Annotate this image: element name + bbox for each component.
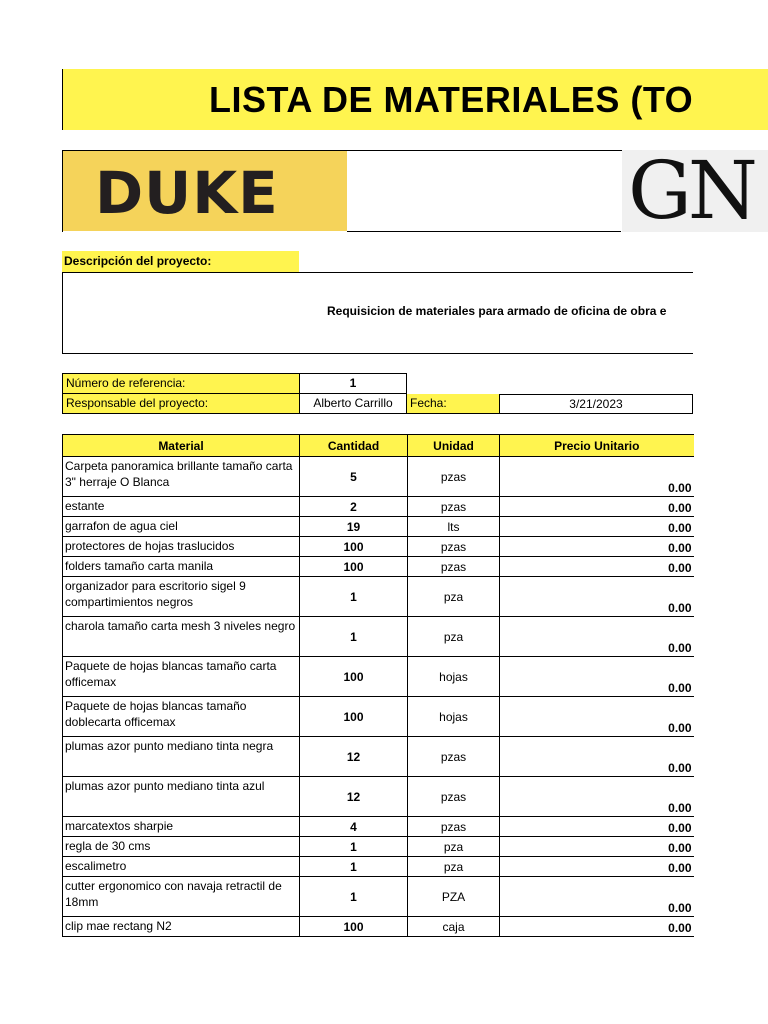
material-cell[interactable]: Paquete de hojas blancas tamaño doblecarta officemax: [63, 697, 300, 737]
cantidad-cell[interactable]: 100: [300, 917, 408, 937]
table-row: [63, 857, 694, 877]
material-cell[interactable]: plumas azor punto mediano tinta negra: [63, 737, 300, 777]
unidad-cell[interactable]: hojas: [408, 697, 500, 737]
table-row: [63, 777, 694, 817]
precio-cell[interactable]: 0.00: [500, 917, 694, 937]
material-cell[interactable]: escalimetro: [63, 857, 300, 877]
gn-logo-text: GN: [628, 150, 754, 232]
cantidad-cell[interactable]: 2: [300, 497, 408, 517]
table-row: [63, 517, 694, 537]
material-cell[interactable]: estante: [63, 497, 300, 517]
reference-label: Número de referencia:: [62, 373, 299, 394]
duke-logo-text: DUKE: [95, 159, 279, 227]
responsible-label: Responsable del proyecto:: [62, 394, 299, 414]
material-cell[interactable]: folders tamaño carta manila: [63, 557, 300, 577]
table-row: [63, 617, 694, 657]
material-cell[interactable]: clip mae rectang N2: [63, 917, 300, 937]
precio-cell[interactable]: 0.00: [500, 577, 694, 617]
precio-cell[interactable]: 0.00: [500, 697, 694, 737]
material-cell[interactable]: Carpeta panoramica brillante tamaño carta 3" herraje O Blanca: [63, 457, 300, 497]
material-cell[interactable]: charola tamaño carta mesh 3 niveles negro: [63, 617, 300, 657]
unidad-cell[interactable]: caja: [408, 917, 500, 937]
unidad-cell[interactable]: pza: [408, 857, 500, 877]
material-cell[interactable]: cutter ergonomico con navaja retractil de 18mm: [63, 877, 300, 917]
unidad-cell[interactable]: pzas: [408, 557, 500, 577]
cantidad-cell[interactable]: 12: [300, 777, 408, 817]
precio-cell[interactable]: 0.00: [500, 557, 694, 577]
header-material: Material: [63, 435, 300, 457]
table-row: [63, 497, 694, 517]
responsible-value[interactable]: Alberto Carrillo: [299, 394, 407, 414]
logo-divider: [347, 231, 621, 232]
table-row: [63, 917, 694, 937]
cantidad-cell[interactable]: 100: [300, 657, 408, 697]
material-cell[interactable]: plumas azor punto mediano tinta azul: [63, 777, 300, 817]
precio-cell[interactable]: 0.00: [500, 777, 694, 817]
precio-cell[interactable]: 0.00: [500, 657, 694, 697]
table-row: [63, 557, 694, 577]
table-row: [63, 837, 694, 857]
material-cell[interactable]: organizador para escritorio sigel 9 compartimientos negros: [63, 577, 300, 617]
material-cell[interactable]: regla de 30 cms: [63, 837, 300, 857]
table-row: [63, 697, 694, 737]
cantidad-cell[interactable]: 5: [300, 457, 408, 497]
precio-cell[interactable]: 0.00: [500, 617, 694, 657]
cantidad-cell[interactable]: 1: [300, 837, 408, 857]
cantidad-cell[interactable]: 100: [300, 537, 408, 557]
cantidad-cell[interactable]: 1: [300, 577, 408, 617]
cantidad-cell[interactable]: 1: [300, 617, 408, 657]
cantidad-cell[interactable]: 19: [300, 517, 408, 537]
duke-logo: [63, 151, 347, 231]
table-row: [63, 817, 694, 837]
unidad-cell[interactable]: PZA: [408, 877, 500, 917]
material-cell[interactable]: protectores de hojas traslucidos: [63, 537, 300, 557]
cantidad-cell[interactable]: 1: [300, 857, 408, 877]
description-text: Requisicion de materiales para armado de oficina de obra e: [327, 304, 667, 318]
table-row: [63, 657, 694, 697]
reference-value[interactable]: 1: [299, 373, 407, 394]
date-label: Fecha:: [407, 394, 499, 414]
unidad-cell[interactable]: pza: [408, 617, 500, 657]
table-row: [63, 737, 694, 777]
table-row: [63, 537, 694, 557]
cantidad-cell[interactable]: 1: [300, 877, 408, 917]
precio-cell[interactable]: 0.00: [500, 877, 694, 917]
description-label: Descripción del proyecto:: [62, 251, 299, 272]
precio-cell[interactable]: 0.00: [500, 497, 694, 517]
table-row: [63, 457, 694, 497]
precio-cell[interactable]: 0.00: [500, 837, 694, 857]
header-cantidad: Cantidad: [300, 435, 408, 457]
material-cell[interactable]: garrafon de agua ciel: [63, 517, 300, 537]
unidad-cell[interactable]: lts: [408, 517, 500, 537]
material-cell[interactable]: marcatextos sharpie: [63, 817, 300, 837]
material-cell[interactable]: Paquete de hojas blancas tamaño carta officemax: [63, 657, 300, 697]
precio-cell[interactable]: 0.00: [500, 537, 694, 557]
cantidad-cell[interactable]: 12: [300, 737, 408, 777]
unidad-cell[interactable]: hojas: [408, 657, 500, 697]
materials-table: [62, 434, 694, 937]
unidad-cell[interactable]: pza: [408, 577, 500, 617]
date-value[interactable]: 3/21/2023: [499, 394, 693, 414]
table-row: [63, 577, 694, 617]
precio-cell[interactable]: 0.00: [500, 737, 694, 777]
unidad-cell[interactable]: pzas: [408, 777, 500, 817]
cantidad-cell[interactable]: 100: [300, 697, 408, 737]
precio-cell[interactable]: 0.00: [500, 817, 694, 837]
precio-cell[interactable]: 0.00: [500, 517, 694, 537]
unidad-cell[interactable]: pzas: [408, 537, 500, 557]
cantidad-cell[interactable]: 100: [300, 557, 408, 577]
cantidad-cell[interactable]: 4: [300, 817, 408, 837]
precio-cell[interactable]: 0.00: [500, 457, 694, 497]
page-title: LISTA DE MATERIALES (TO: [209, 79, 694, 120]
unidad-cell[interactable]: pzas: [408, 737, 500, 777]
unidad-cell[interactable]: pza: [408, 837, 500, 857]
unidad-cell[interactable]: pzas: [408, 817, 500, 837]
gn-logo: [622, 150, 768, 232]
table-row: [63, 877, 694, 917]
precio-cell[interactable]: 0.00: [500, 857, 694, 877]
description-box[interactable]: [62, 272, 693, 354]
header-precio: Precio Unitario: [500, 435, 694, 457]
unidad-cell[interactable]: pzas: [408, 497, 500, 517]
unidad-cell[interactable]: pzas: [408, 457, 500, 497]
table-header-row: [63, 435, 694, 457]
title-bar: [62, 69, 768, 130]
header-unidad: Unidad: [408, 435, 500, 457]
